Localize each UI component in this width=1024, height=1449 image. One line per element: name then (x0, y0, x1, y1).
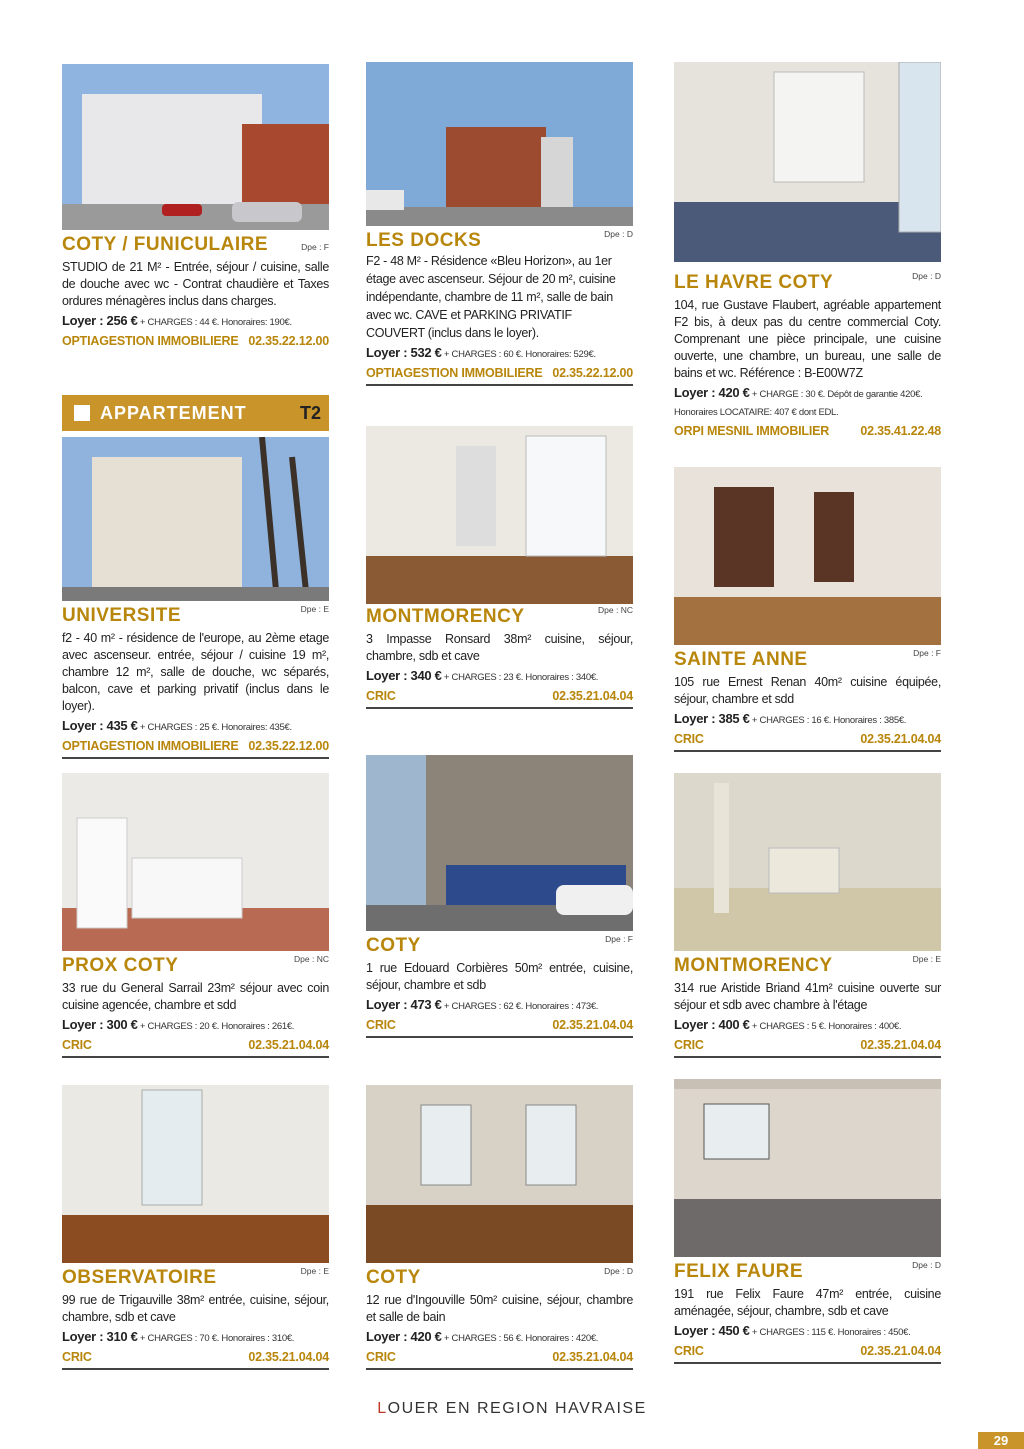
listing-photo (62, 64, 329, 230)
footer-first-letter: L (377, 1400, 388, 1417)
dpe-label: Dpe : D (912, 1260, 941, 1270)
listing-description: 105 rue Ernest Renan 40m² cuisine équipée, séjour, chambre et sdd (674, 675, 941, 706)
footer-title (0, 1400, 1024, 1418)
dpe-label: Dpe : D (604, 1266, 633, 1276)
listing-header (366, 1267, 633, 1289)
rent-amount: Loyer : 256 € (62, 313, 138, 328)
interior-photo (366, 1085, 633, 1263)
category-banner (62, 395, 329, 431)
rent-amount: Loyer : 300 € (62, 1017, 138, 1032)
listing-description: F2 - 48 M² - Résidence «Bleu Horizon», au 1er étage avec ascenseur. Séjour de 20 m², cuisine indépendante, chambre de 11 m², salle de bain avec wc. CAVE et PARKING PRIVATIF COUVERT (inclus dans le loyer). (366, 254, 616, 340)
rent-amount: Loyer : 310 € (62, 1329, 138, 1344)
rent-extra: + CHARGES : 44 €. Honoraires: 190€. (137, 317, 292, 328)
listing-description: 33 rue du General Sarrail 23m² séjour avec coin cuisine agencée, chambre et sdd (62, 981, 329, 1012)
listing-description: 12 rue d'Ingouville 50m² cuisine, séjour, chambre et salle de bain (366, 1293, 633, 1324)
agency-phone: 02.35.22.12.00 (248, 334, 329, 348)
agency-line (366, 1350, 633, 1370)
listing-header (674, 272, 941, 294)
rent-line (62, 1329, 329, 1347)
page-number: 29 (978, 1432, 1024, 1449)
agency-line (62, 1038, 329, 1058)
interior-photo (674, 467, 941, 645)
dpe-label: Dpe : NC (598, 605, 633, 615)
rent-extra: + CHARGES : 16 €. Honoraires : 385€. (749, 715, 907, 726)
rent-extra: + CHARGES : 70 €. Honoraires : 310€. (137, 1333, 295, 1344)
listing-header (366, 935, 633, 957)
rent-amount: Loyer : 420 € (674, 385, 750, 400)
listing-title: MONTMORENCY (366, 606, 525, 627)
rent-line (674, 1323, 941, 1341)
listing-description: 191 rue Felix Faure 47m² entrée, cuisine aménagée, séjour, chambre, sdb et cave (674, 1287, 941, 1318)
dpe-label: Dpe : E (300, 604, 329, 614)
listing-title: MONTMORENCY (674, 955, 833, 976)
rent-amount: Loyer : 532 € (366, 345, 442, 360)
rent-amount: Loyer : 435 € (62, 718, 138, 733)
agency-phone: 02.35.22.12.00 (552, 366, 633, 380)
listing-header (62, 955, 329, 977)
agency-name: CRIC (366, 689, 396, 703)
listing-card (674, 773, 941, 1058)
rent-extra: + CHARGES : 115 €. Honoraires : 450€. (749, 1327, 911, 1338)
listing-description: 1 rue Edouard Corbières 50m² entrée, cuisine, séjour, chambre et sdb (366, 961, 633, 992)
listing-photo (366, 755, 633, 931)
footer-title-rest: OUER EN REGION HAVRAISE (387, 1400, 647, 1417)
banner-label: APPARTEMENT (100, 402, 247, 423)
agency-line (62, 334, 329, 352)
listing-header (62, 234, 329, 256)
rent-line (62, 718, 329, 736)
listing-photo (674, 62, 941, 262)
rent-extra: + CHARGES : 62 €. Honoraires : 473€. (441, 1001, 599, 1012)
building-photo (366, 755, 633, 931)
agency-name: ORPI MESNIL IMMOBILIER (674, 424, 830, 438)
rent-line (674, 1017, 941, 1035)
rent-extra: + CHARGES : 60 €. Honoraires: 529€. (441, 349, 596, 360)
listing-photo (674, 467, 941, 645)
listing-title: COTY / FUNICULAIRE (62, 234, 269, 255)
listing-card (366, 1085, 633, 1370)
rent-amount: Loyer : 450 € (674, 1323, 750, 1338)
rent-extra: + CHARGES : 20 €. Honoraires : 261€. (137, 1021, 295, 1032)
rent-line (674, 385, 941, 421)
agency-name: CRIC (366, 1018, 396, 1032)
agency-phone: 02.35.21.04.04 (860, 1038, 941, 1052)
interior-photo (366, 426, 633, 604)
building-photo (366, 62, 633, 226)
agency-name: CRIC (674, 1344, 704, 1358)
listing-card (674, 1079, 941, 1364)
rent-extra: + CHARGES : 5 €. Honoraires : 400€. (749, 1021, 902, 1032)
rent-extra: + CHARGES : 56 €. Honoraires : 420€. (441, 1333, 599, 1344)
listing-description: f2 - 40 m² - résidence de l'europe, au 2ème etage avec ascenseur. entrée, séjour / cuisine 19 m², chambre 12 m², salle de douche, wc séparés, balcon, cave et parking privatif (inclus dans le loyer). (62, 631, 329, 713)
banner-size: T2 (299, 402, 321, 423)
agency-phone: 02.35.21.04.04 (248, 1038, 329, 1052)
agency-phone: 02.35.21.04.04 (552, 1018, 633, 1032)
rent-line (62, 313, 329, 331)
interior-photo (62, 1085, 329, 1263)
listing-photo (674, 773, 941, 951)
agency-phone: 02.35.41.22.48 (860, 424, 941, 438)
agency-line (366, 689, 633, 709)
agency-line (366, 1018, 633, 1038)
listing-title: FELIX FAURE (674, 1261, 804, 1282)
listing-description: STUDIO de 21 M² - Entrée, séjour / cuisine, salle de douche avec wc - Contrat chaudière et Taxes ordures ménagères inclus dans charges. (62, 260, 329, 308)
listing-header (62, 1267, 329, 1289)
agency-line (674, 1344, 941, 1364)
square-icon (74, 405, 90, 421)
listing-header (366, 230, 633, 252)
rent-line (366, 1329, 633, 1347)
dpe-label: Dpe : E (300, 1266, 329, 1276)
building-photo (62, 437, 329, 601)
agency-phone: 02.35.21.04.04 (552, 1350, 633, 1364)
dpe-label: Dpe : F (605, 934, 633, 944)
listing-photo (62, 437, 329, 601)
listing-card (62, 773, 329, 1058)
agency-phone: 02.35.21.04.04 (860, 732, 941, 746)
dpe-label: Dpe : F (301, 242, 329, 252)
listing-card (674, 467, 941, 752)
interior-photo (674, 773, 941, 951)
listing-description: 314 rue Aristide Briand 41m² cuisine ouverte sur séjour et sdb avec chambre à l'étage (674, 981, 941, 1012)
agency-phone: 02.35.21.04.04 (860, 1344, 941, 1358)
interior-photo (674, 1079, 941, 1257)
listing-card (366, 755, 633, 1038)
agency-name: CRIC (674, 1038, 704, 1052)
listing-description: 3 Impasse Ronsard 38m² cuisine, séjour, chambre, sdb et cave (366, 632, 633, 663)
rent-amount: Loyer : 385 € (674, 711, 750, 726)
listing-title: LE HAVRE COTY (674, 272, 834, 293)
listing-card (62, 1085, 329, 1370)
listing-photo (62, 773, 329, 951)
listing-header (674, 1261, 941, 1283)
agency-name: CRIC (62, 1038, 92, 1052)
agency-line (674, 732, 941, 752)
listing-card (366, 426, 633, 709)
dpe-label: Dpe : E (912, 954, 941, 964)
rent-line (366, 997, 633, 1015)
rent-line (62, 1017, 329, 1035)
agency-phone: 02.35.21.04.04 (552, 689, 633, 703)
agency-name: CRIC (674, 732, 704, 746)
rent-extra: + CHARGES : 25 €. Honoraires: 435€. (137, 722, 292, 733)
agency-name: CRIC (62, 1350, 92, 1364)
agency-name: OPTIAGESTION IMMOBILIERE (62, 739, 239, 753)
listing-photo (366, 426, 633, 604)
listing-title: LES DOCKS (366, 230, 482, 251)
dpe-label: Dpe : D (912, 271, 941, 281)
agency-line (674, 1038, 941, 1058)
rent-line (674, 711, 941, 729)
rent-line (366, 345, 633, 363)
listing-description: 104, rue Gustave Flaubert, agréable appartement F2 bis, à deux pas du centre commercial Coty. Comprenant une pièce principale, une cuisine ouverte, une chambre, un bureau, une salle de bains et wc. Référence : B-E00W7Z (674, 298, 941, 380)
listing-header (366, 606, 633, 628)
listing-photo (674, 1079, 941, 1257)
agency-name: OPTIAGESTION IMMOBILIERE (62, 334, 239, 348)
listing-photo (62, 1085, 329, 1263)
listing-title: COTY (366, 1267, 421, 1288)
agency-phone: 02.35.22.12.00 (248, 739, 329, 753)
agency-line (674, 424, 941, 442)
rent-amount: Loyer : 420 € (366, 1329, 442, 1344)
listing-card (62, 64, 329, 352)
rent-amount: Loyer : 340 € (366, 668, 442, 683)
rent-extra: + CHARGE : 30 €. Dépôt de garantie 420€. Honoraires LOCATAIRE: 407 € dont EDL. (674, 389, 923, 418)
listing-description: 99 rue de Trigauville 38m² entrée, cuisine, séjour, chambre, sdb et cave (62, 1293, 329, 1324)
dpe-label: Dpe : D (604, 229, 633, 239)
rent-amount: Loyer : 473 € (366, 997, 442, 1012)
listing-header (674, 955, 941, 977)
listing-card (62, 437, 329, 759)
listing-title: OBSERVATOIRE (62, 1267, 217, 1288)
interior-photo (62, 773, 329, 951)
agency-name: CRIC (366, 1350, 396, 1364)
rent-line (366, 668, 633, 686)
listing-title: UNIVERSITE (62, 605, 182, 626)
listing-header (674, 649, 941, 671)
interior-photo (674, 62, 941, 262)
rent-amount: Loyer : 400 € (674, 1017, 750, 1032)
listing-title: PROX COTY (62, 955, 179, 976)
agency-name: OPTIAGESTION IMMOBILIERE (366, 366, 543, 380)
listing-header (62, 605, 329, 627)
building-photo (62, 64, 329, 230)
rent-extra: + CHARGES : 23 €. Honoraires : 340€. (441, 672, 599, 683)
agency-line (62, 1350, 329, 1370)
agency-line (62, 739, 329, 759)
listing-card (366, 62, 633, 386)
listing-title: COTY (366, 935, 421, 956)
agency-phone: 02.35.21.04.04 (248, 1350, 329, 1364)
listing-photo (366, 1085, 633, 1263)
listing-title: SAINTE ANNE (674, 649, 808, 670)
dpe-label: Dpe : F (913, 648, 941, 658)
dpe-label: Dpe : NC (294, 954, 329, 964)
listing-photo (366, 62, 633, 226)
agency-line (366, 366, 633, 386)
listing-card (674, 62, 941, 442)
